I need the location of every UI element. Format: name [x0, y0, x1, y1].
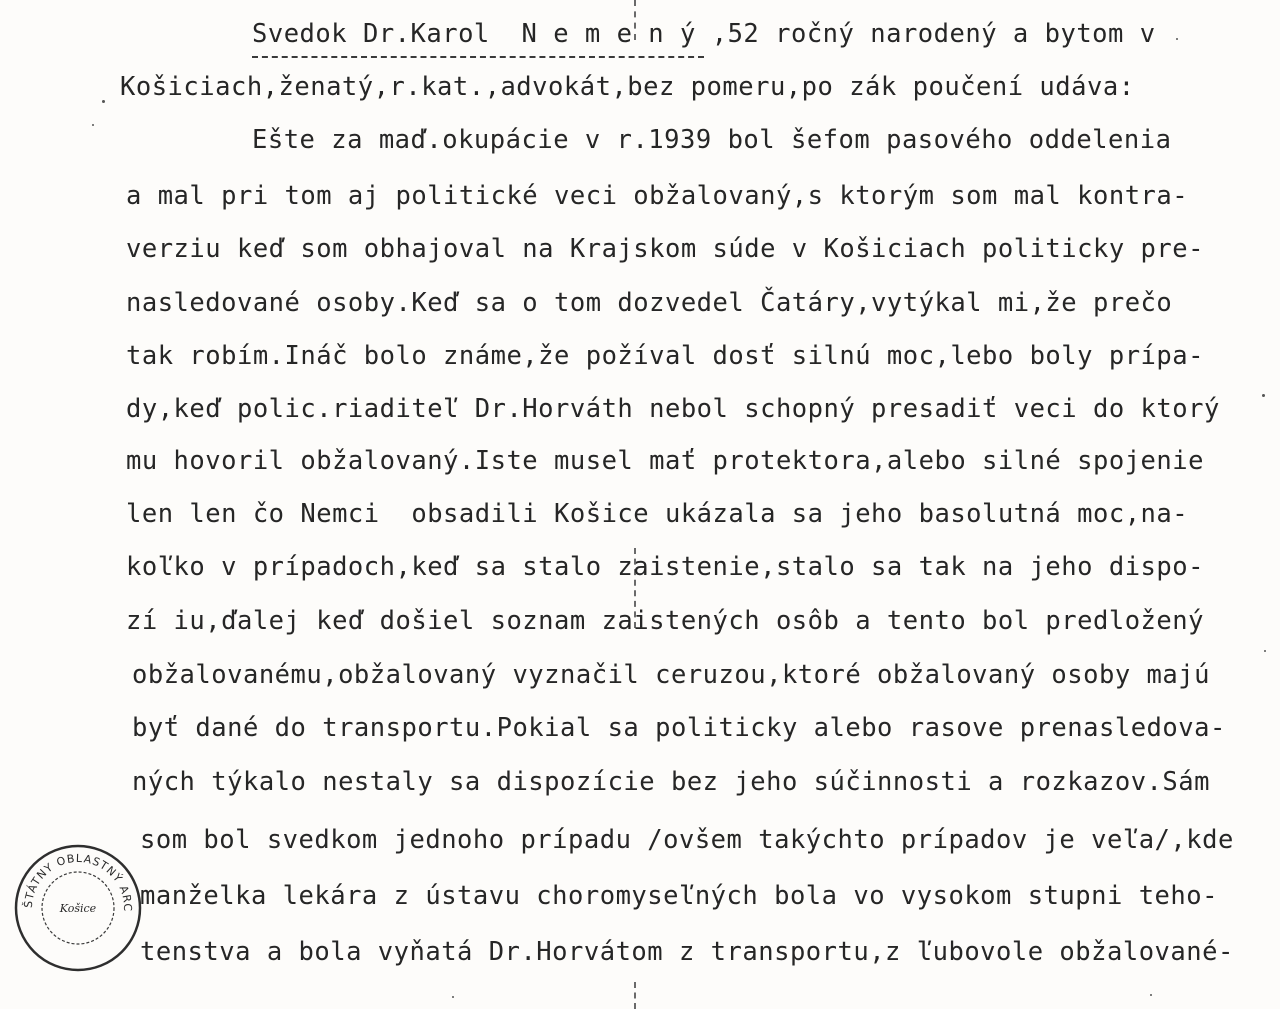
text-line: verziu keď som obhajoval na Krajskom súde v Košiciach politicky pre-	[126, 234, 1204, 264]
stamp-arc-text: ŠTÁTNY OBLASTNÝ ARC	[21, 851, 135, 913]
text-line: tenstva a bola vyňatá Dr.Horvátom z transportu,z ľubovole obžalované-	[140, 937, 1234, 967]
archive-stamp	[8, 838, 148, 978]
text-line: nasledované osoby.Keď sa o tom dozvedel Čatáry,vytýkal mi,že prečo	[126, 288, 1173, 318]
text-line: dy,keď polic.riaditeľ Dr.Horváth nebol schopný presadiť veci do ktorý	[126, 394, 1220, 424]
scan-speck	[92, 124, 94, 126]
scan-speck	[1176, 38, 1178, 40]
text-line: tak robím.Ináč bolo známe,že požíval dosť silnú moc,lebo boly prípa-	[126, 341, 1204, 371]
stamp-center-text: Košice	[59, 902, 97, 915]
text-line: mu hovoril obžalovaný.Iste musel mať protektora,alebo silné spojenie	[126, 446, 1204, 476]
text-line: Košiciach,ženatý,r.kat.,advokát,bez pomeru,po zák poučení udáva:	[120, 72, 1135, 102]
text-line: Svedok Dr.Karol N e m e n ý ,52 ročný narodený a bytom v	[252, 19, 1156, 49]
text-line: byť dané do transportu.Pokial sa politicky alebo rasove prenasledova-	[132, 713, 1226, 743]
scan-speck	[102, 100, 105, 103]
heading-underline	[252, 56, 704, 58]
fold-mark-bottom	[634, 982, 636, 1009]
scan-speck	[452, 996, 454, 998]
text-line: zí iu,ďalej keď došiel soznam zaistených osôb a tento bol predložený	[126, 606, 1204, 636]
text-line: ných týkalo nestaly sa dispozície bez jeho súčinnosti a rozkazov.Sám	[132, 767, 1210, 797]
text-line: a mal pri tom aj politické veci obžalovaný,s ktorým som mal kontra-	[126, 181, 1189, 211]
text-line: len len čo Nemci obsadili Košice ukázala sa jeho basolutná moc,na-	[126, 499, 1189, 529]
scan-speck	[1262, 394, 1265, 397]
text-line: obžalovanému,obžalovaný vyznačil ceruzou,ktoré obžalovaný osoby majú	[132, 660, 1210, 690]
scan-speck	[1150, 994, 1152, 996]
scan-speck	[1264, 650, 1266, 652]
text-line: som bol svedkom jednoho prípadu /ovšem takýchto prípadov je veľa/,kde	[140, 825, 1234, 855]
text-line: koľko v prípadoch,keď sa stalo zaistenie,stalo sa tak na jeho dispo-	[126, 552, 1204, 582]
text-line: Ešte za maď.okupácie v r.1939 bol šefom pasového oddelenia	[252, 125, 1172, 155]
text-line: manželka lekára z ústavu choromyseľných bola vo vysokom stupni teho-	[140, 881, 1218, 911]
